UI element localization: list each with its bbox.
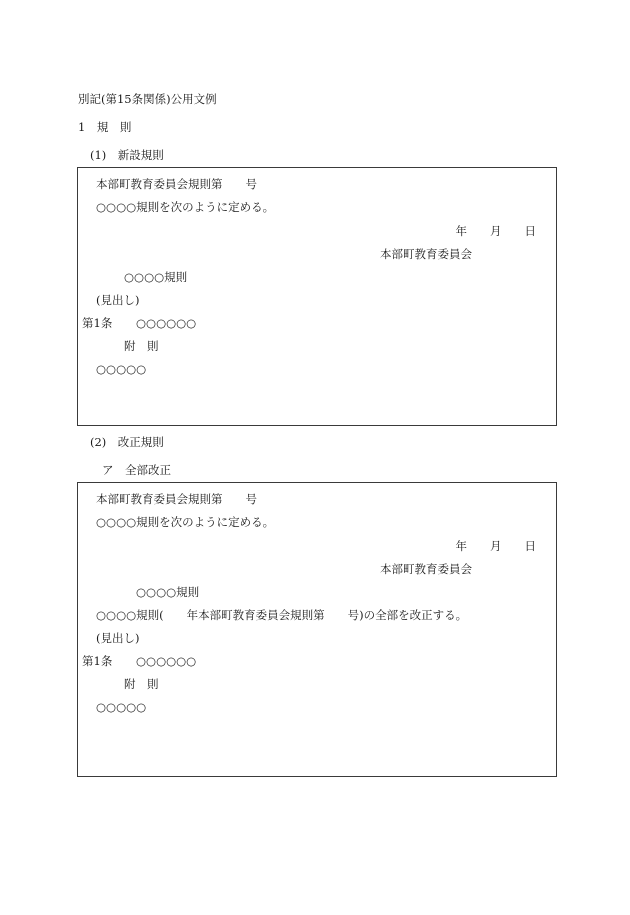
rule-title: ○○○○規則 [136, 585, 200, 599]
article-label: 第1条 [82, 654, 113, 668]
article-text: ○○○○○○ [136, 316, 197, 330]
article-text: ○○○○○○ [136, 654, 197, 668]
date-line: 年 月 日 [455, 224, 536, 238]
article-heading: (見出し) [96, 293, 140, 307]
revision-statement: ○○○○規則( 年本部町教育委員会規則第 号)の全部を改正する。 [96, 608, 468, 622]
section-heading-rules: 1 規 則 [78, 120, 132, 134]
sub-item-full-revision: ア 全部改正 [102, 463, 171, 477]
supplementary-provisions-text: ○○○○○ [96, 362, 147, 376]
rule-number: 本部町教育委員会規則第 号 [96, 177, 257, 191]
document-title: 別記(第15条関係)公用文例 [78, 92, 217, 106]
issuer-name: 本部町教育委員会 [380, 247, 472, 261]
rule-title: ○○○○規則 [124, 270, 188, 284]
enactment-clause: ○○○○規則を次のように定める。 [96, 515, 275, 529]
supplementary-provisions-heading: 附 則 [124, 677, 159, 691]
enactment-clause: ○○○○規則を次のように定める。 [96, 200, 275, 214]
new-rule-example-box [77, 167, 557, 426]
rule-number: 本部町教育委員会規則第 号 [96, 492, 257, 506]
subsection-revision-rule: (2) 改正規則 [90, 435, 164, 449]
article-label: 第1条 [82, 316, 113, 330]
article-heading: (見出し) [96, 631, 140, 645]
supplementary-provisions-heading: 附 則 [124, 339, 159, 353]
subsection-new-rule: (1) 新設規則 [90, 148, 164, 162]
date-line: 年 月 日 [455, 539, 536, 553]
issuer-name: 本部町教育委員会 [380, 562, 472, 576]
supplementary-provisions-text: ○○○○○ [96, 700, 147, 714]
full-revision-example-box [77, 482, 557, 777]
